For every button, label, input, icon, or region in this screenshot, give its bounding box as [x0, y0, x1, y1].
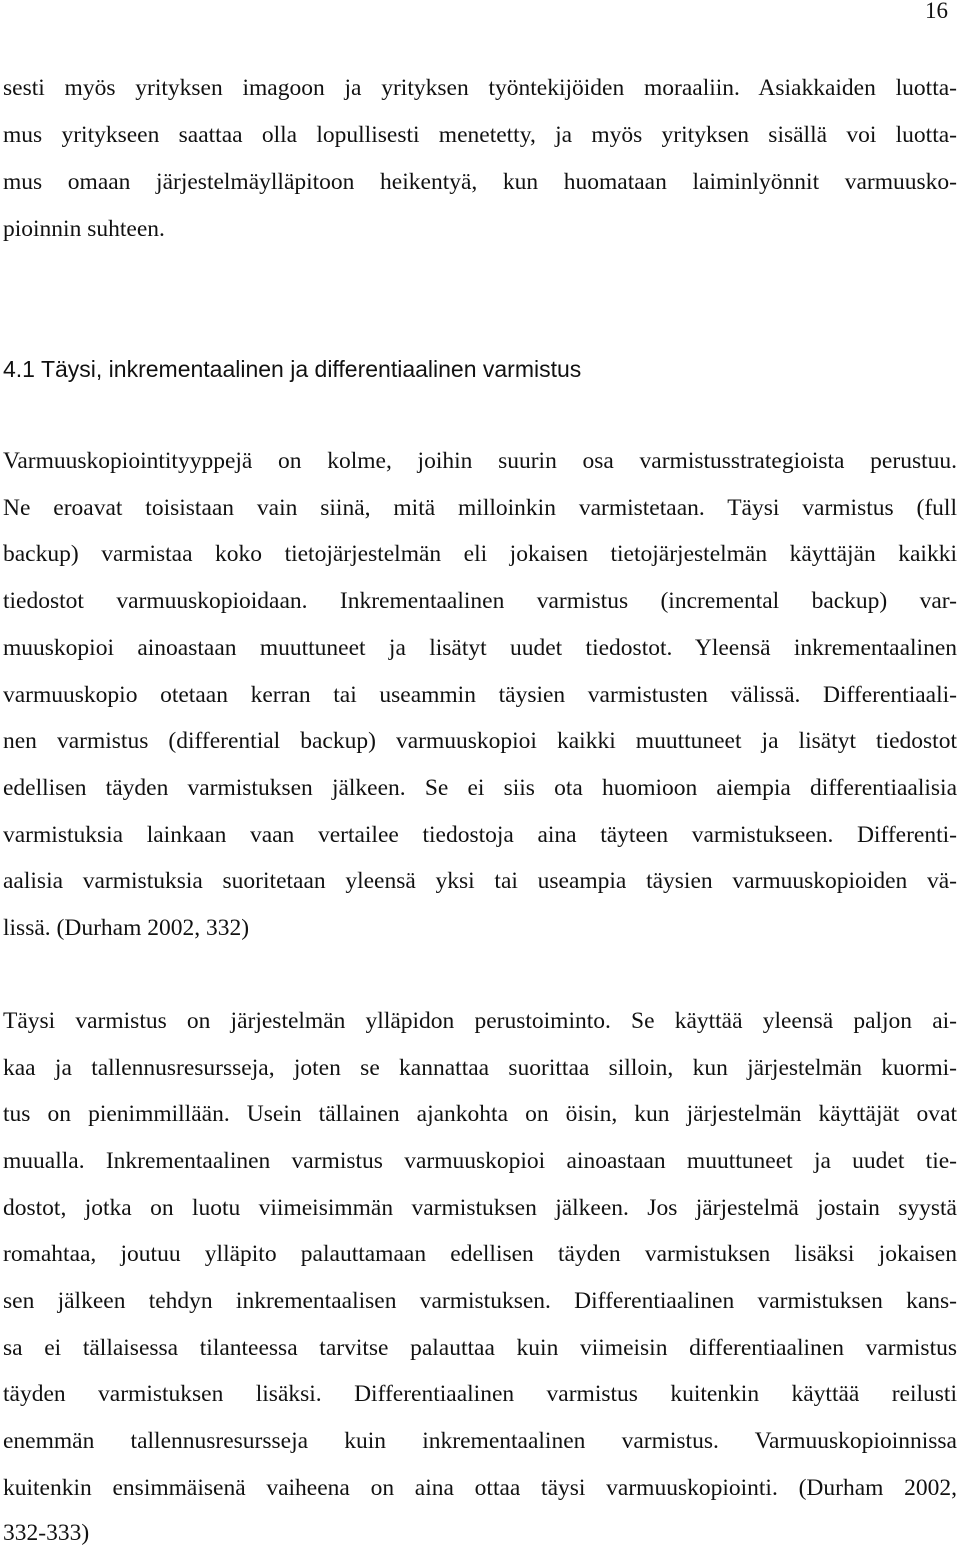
text-line: mus omaan järjestelmäylläpitoon heikentyä, kun huomataan laiminlyönnit varmuusko- — [3, 169, 957, 195]
text-line: Ne eroavat toisistaan vain siinä, mitä milloinkin varmistetaan. Täysi varmistus (full — [3, 495, 957, 521]
text-line: lissä. (Durham 2002, 332) — [3, 915, 250, 941]
text-line: tiedostot varmuuskopioidaan. Inkrementaalinen varmistus (incremental backup) var- — [3, 588, 957, 614]
text-line: Täysi varmistus on järjestelmän ylläpidon perustoiminto. Se käyttää yleensä paljon ai- — [3, 1008, 957, 1034]
text-line: edellisen täyden varmistuksen jälkeen. Se ei siis ota huomioon aiempia differentiaalisia — [3, 775, 957, 801]
text-line: dostot, jotka on luotu viimeisimmän varmistuksen jälkeen. Jos järjestelmä jostain syystä — [3, 1195, 957, 1221]
text-line: muuskopioi ainoastaan muuttuneet ja lisätyt uudet tiedostot. Yleensä inkrementaalinen — [3, 635, 957, 661]
section-heading: 4.1 Täysi, inkrementaalinen ja differentiaalinen varmistus — [3, 356, 582, 382]
text-line: varmuuskopio otetaan kerran tai useammin täysien varmistusten välissä. Differentiaali- — [3, 682, 957, 708]
text-line: kaa ja tallennusresursseja, joten se kannattaa suorittaa silloin, kun järjestelmän kuormi- — [3, 1055, 957, 1081]
text-line: kuitenkin ensimmäisenä vaiheena on aina ottaa täysi varmuuskopiointi. (Durham 2002, — [3, 1475, 957, 1501]
text-line: sa ei tällaisessa tilanteessa tarvitse palauttaa kuin viimeisin differentiaalinen varmistus — [3, 1335, 957, 1361]
text-line: backup) varmistaa koko tietojärjestelmän eli jokaisen tietojärjestelmän käyttäjän kaikki — [3, 541, 957, 567]
text-line: mus yritykseen saattaa olla lopullisesti menetetty, ja myös yrityksen sisällä voi luotta- — [3, 122, 957, 148]
text-line: tus on pienimmillään. Usein tällainen ajankohta on öisin, kun järjestelmän käyttäjät ovat — [3, 1101, 957, 1127]
text-line: nen varmistus (differential backup) varmuuskopioi kaikki muuttuneet ja lisätyt tiedostot — [3, 728, 957, 754]
text-line: Varmuuskopiointityyppejä on kolme, joihin suurin osa varmistusstrategioista perustuu. — [3, 448, 957, 474]
text-line: täyden varmistuksen lisäksi. Differentiaalinen varmistus kuitenkin käyttää reilusti — [3, 1381, 957, 1407]
text-line: sen jälkeen tehdyn inkrementaalisen varmistuksen. Differentiaalinen varmistuksen kans- — [3, 1288, 957, 1314]
page-number: 16 — [925, 0, 948, 23]
text-line: pioinnin suhteen. — [3, 216, 165, 242]
text-line: varmistuksia lainkaan vaan vertailee tiedostoja aina täyteen varmistukseen. Differenti- — [3, 822, 957, 848]
text-line: romahtaa, joutuu ylläpito palauttamaan edellisen täyden varmistuksen lisäksi jokaisen — [3, 1241, 957, 1267]
text-line: 332-333) — [3, 1520, 90, 1546]
text-line: enemmän tallennusresursseja kuin inkrementaalinen varmistus. Varmuuskopioinnissa — [3, 1428, 957, 1454]
text-line: aalisia varmistuksia suoritetaan yleensä yksi tai useampia täysien varmuuskopioiden vä- — [3, 868, 957, 894]
text-line: sesti myös yrityksen imagoon ja yrityksen työntekijöiden moraaliin. Asiakkaiden luotta- — [3, 75, 957, 101]
text-line: muualla. Inkrementaalinen varmistus varmuuskopioi ainoastaan muuttuneet ja uudet tie- — [3, 1148, 957, 1174]
